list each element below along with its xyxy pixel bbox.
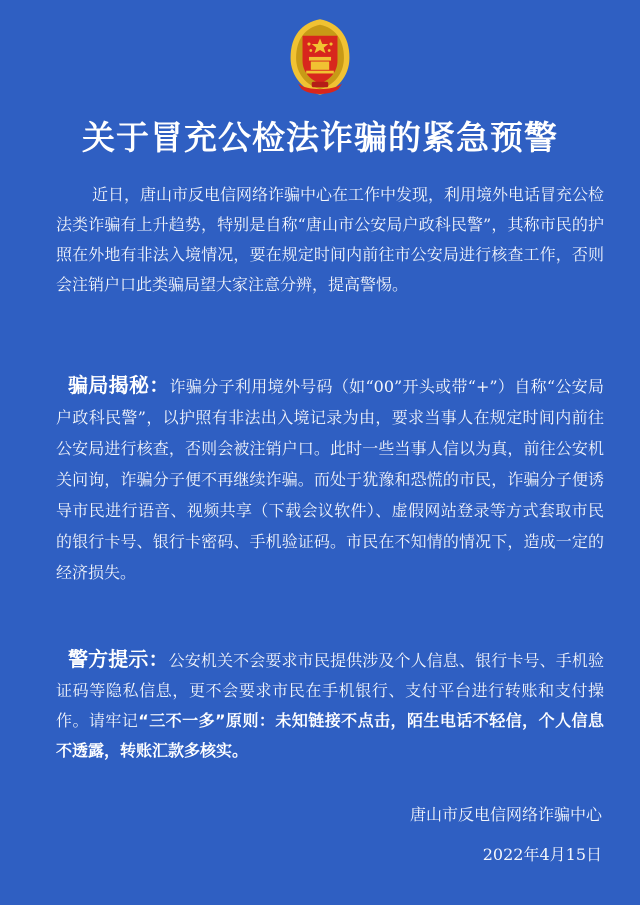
intro-paragraph <box>56 180 604 300</box>
police-emblem-icon <box>274 10 366 102</box>
emblem-container <box>0 10 640 106</box>
scam-reveal-heading: 骗局揭秘： <box>68 373 170 397</box>
three-no-one-more-principle: “三不一多”原则：未知链接不点击，陌生电话不轻信，个人信息不透露，转账汇款多核实。 <box>56 711 604 760</box>
signature-organization: 唐山市反电信网络诈骗中心 <box>409 805 602 824</box>
signature-date: 2022年4月15日 <box>482 845 602 864</box>
police-tips-text: 公安机关不会要求市民提供涉及个人信息、银行卡号、手机验证码等隐私信息，更不会要求市民在手机银行、支付平台进行转账和支付操作。请牢记 <box>56 651 604 730</box>
police-tips-section <box>56 644 604 766</box>
intro-text: 近日，唐山市反电信网络诈骗中心在工作中发现，利用境外电话冒充公检法类诈骗有上升趋势，特别是自称“唐山市公安局户政科民警”，其称市民的护照在外地有非法入境情况，要在规定时间内前往市公安局进行核查工作，否则会注销户口此类骗局望大家注意分辨，提高警惕。 <box>56 185 605 294</box>
scam-reveal-section <box>56 370 604 588</box>
page-title: 关于冒充公检法诈骗的紧急预警 <box>82 118 558 157</box>
police-tips-heading: 警方提示： <box>68 647 169 671</box>
scam-reveal-text: 诈骗分子利用境外号码（如“00”开头或带“+”）自称“公安局户政科民警”，以护照有非法出入境记录为由，要求当事人在规定时间内前往公安局进行核查，否则会被注销户口。此时一些当事人信以为真，前往公安机关问询，诈骗分子便不再继续诈骗。而处于犹豫和恐慌的市民，诈骗分子便诱导市民进行语音、视频共享（下载会议软件）、虚假网站登录等方式套取市民的银行卡号、银行卡密码、手机验证码。市民在不知情的情况下，造成一定的经济损失。 <box>56 377 604 582</box>
